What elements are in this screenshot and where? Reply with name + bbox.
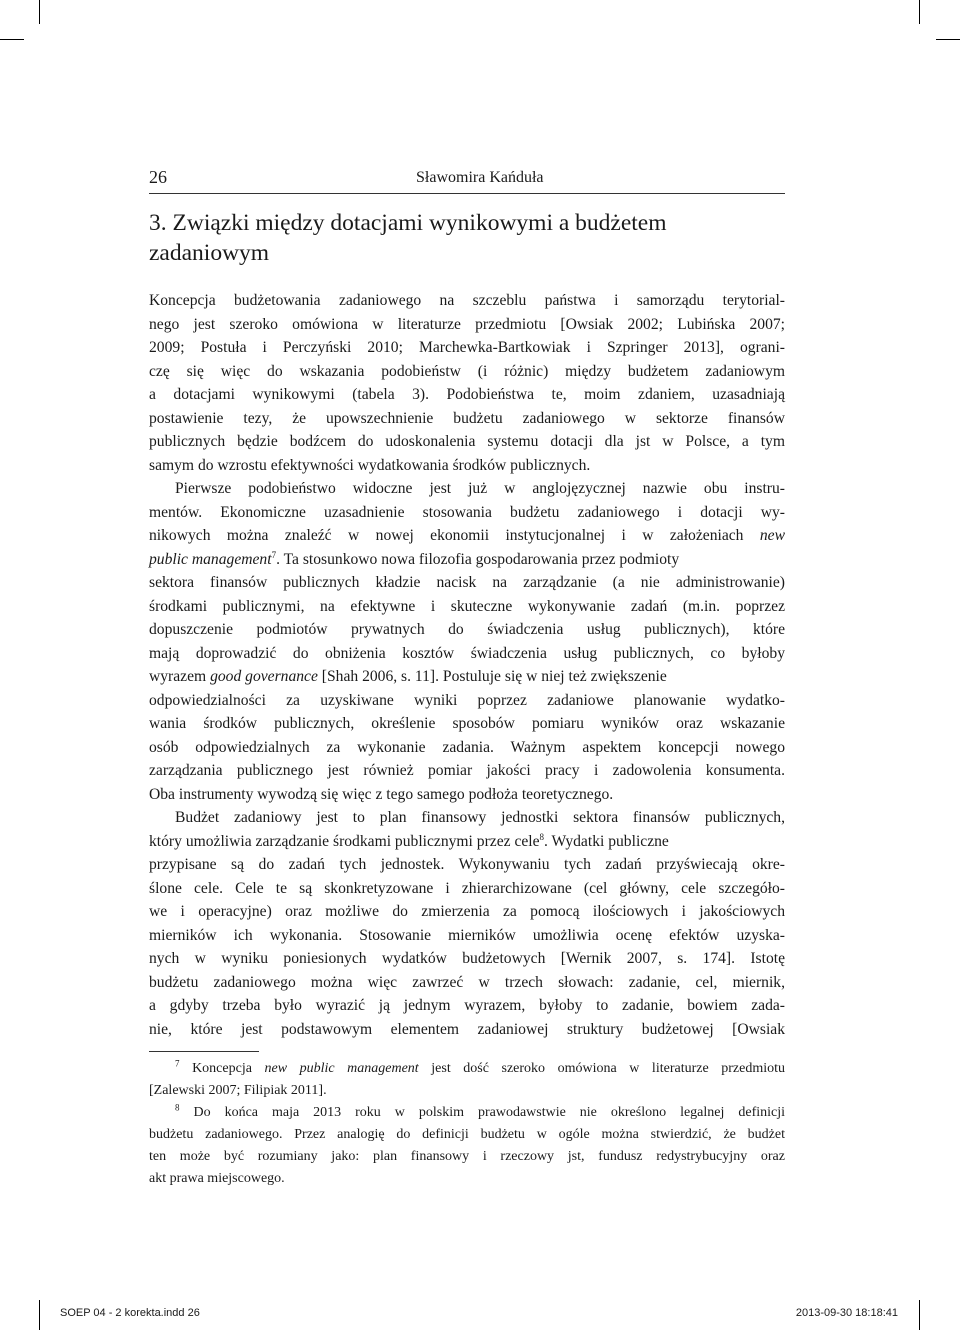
print-slug-timestamp: 2013-09-30 18:18:41	[795, 1307, 898, 1319]
footnote-separator	[149, 1051, 259, 1052]
crop-mark-top-left-h	[0, 39, 24, 40]
footnotes	[149, 1058, 785, 1190]
section-title-line-1: 3. Związki między dotacjami wynikowymi a budżetem	[149, 210, 667, 236]
body-line: osób odpowiedzialnych za wykonanie zadania. Ważnym aspektem koncepcji nowego	[149, 738, 785, 756]
body-line	[149, 830, 785, 854]
body-line: wania środków publicznych, określenie sposobów pomiaru wyników oraz wskazanie	[149, 715, 785, 732]
footnote-number: 7	[175, 1058, 180, 1069]
body-line: czę się więc do wskazania podobieństw (i różnic) między budżetem zadaniowym	[149, 362, 785, 380]
italic-term: new public management	[264, 1061, 419, 1076]
footnote-7	[149, 1058, 785, 1080]
body-line-text: [Shah 2006, s. 11]. Postuluje się w niej też zwiększenie	[317, 668, 667, 685]
crop-mark-bottom-left	[39, 1300, 40, 1330]
body-line: dopuszczenie podmiotów prywatnych do świadczenia usług publicznych), które	[149, 621, 785, 638]
body-line: Budżet zadaniowy jest to plan finansowy jednostki sektora finansów publicznych,	[175, 809, 785, 826]
page-number: 26	[149, 167, 167, 187]
running-head-author: Sławomira Kańduła	[416, 169, 544, 186]
body-line: nego jest szeroko omówiona w literaturze przedmiotu [Owsiak 2002; Lubińska 2007;	[149, 315, 785, 333]
body-line: nych w wyniku poniesionych wydatków budżetowych [Wernik 2007, s. 174]. Istotę	[149, 950, 785, 967]
footnote-8-line-2: budżetu zadaniowego. Przez analogię do definicji budżetu w ogóle można stwierdzić, że budżet	[149, 1127, 785, 1142]
italic-term: good governance	[210, 668, 318, 685]
crop-mark-top-right	[919, 0, 920, 24]
body-line-text: nikowych można znaleźć w nowej ekonomii instytucjonalnej i w założeniach	[149, 527, 744, 544]
body-line: sektora finansów publicznych kładzie nacisk na zarządzanie (a nie administrowanie)	[149, 574, 785, 591]
italic-term: new	[759, 527, 785, 544]
body-line: nie, które jest podstawowym elementem zadaniowej struktury budżetowej [Owsiak	[149, 1020, 785, 1038]
body-line: środkami publicznymi, na efektywne i skuteczne wykonywanie zadań (m.in. poprzez	[149, 597, 785, 615]
body-line: samym do wzrostu efektywności wydatkowania środków publicznych.	[149, 456, 591, 474]
body-line: a dotacjami wynikowymi (tabela 3). Podobieństwa te, moim zdaniem, uzasadniają	[149, 386, 785, 403]
footnote-8	[149, 1102, 785, 1124]
body-line: Oba instrumenty wywodzą się więc z tego samego podłoża teoretycznego.	[149, 785, 614, 803]
body-line: we i operacyjne) oraz możliwe do zmierzenia za pomocą ilościowych i jakościowych	[149, 903, 785, 920]
italic-term: public management	[149, 550, 272, 568]
crop-mark-top-left	[39, 0, 40, 24]
print-slug-file: SOEP 04 - 2 korekta.indd 26	[60, 1307, 200, 1319]
body-line: zarządzania publicznego jest również pomiar jakości pracy i zadowolenia konsumenta.	[149, 762, 785, 779]
running-header	[149, 167, 785, 189]
footnote-ref-7[interactable]: 7	[271, 549, 277, 560]
body-line: mierników ich wykonania. Stosowanie mierników umożliwia ocenę efektów uzyska-	[149, 926, 785, 944]
footnote-text: jest dość szeroko omówiona w literaturze przedmiotu	[431, 1061, 785, 1076]
body-line: mentów. Ekonomiczne uzasadnienie stosowania budżetu zadaniowego i dotacji wy-	[149, 503, 785, 521]
body-line	[149, 524, 785, 548]
body-line: postawienie tezy, że upowszechnienie budżetu zadaniowego w sektorze finansów	[149, 409, 785, 427]
body-line-text: . Wydatki publiczne	[544, 832, 669, 850]
body-line: Pierwsze podobieństwo widoczne jest już w anglojęzycznej nazwie obu instru-	[175, 480, 785, 497]
header-rule	[149, 193, 785, 194]
section-title-line-2: zadaniowym	[149, 240, 270, 266]
body-line: ślone cele. Cele te są skonkretyzowane i zhierarchizowane (cel główny, cele szczegóło-	[149, 879, 785, 897]
body-line-text: który umożliwia zarządzanie środkami publicznymi przez cele	[149, 832, 540, 850]
body-line	[149, 548, 785, 572]
section-title	[149, 208, 785, 268]
body-line: 2009; Postuła i Perczyński 2010; Marchewka-Bartkowiak i Szpringer 2013], ograni-	[149, 339, 785, 356]
crop-mark-top-right-h	[936, 39, 960, 40]
footnote-text: Do końca maja 2013 roku w polskim prawodawstwie nie określono legalnej definicji	[193, 1105, 785, 1120]
crop-mark-bottom-right	[919, 1300, 920, 1330]
body-line: a gdyby trzeba było wyrazić ją jednym wyrazem, byłoby to zadanie, bowiem zada-	[149, 997, 785, 1014]
body-line: budżetu zadaniowego można więc zawrzeć w trzech słowach: zadanie, cel, miernik,	[149, 973, 785, 991]
footnote-ref-8[interactable]: 8	[539, 831, 545, 842]
body-line: odpowiedzialności za uzyskiwane wyniki poprzez zadaniowe planowanie wydatko-	[149, 691, 785, 709]
body-line: mają doprowadzić do obniżenia kosztów świadczenia usług publicznych, co byłoby	[149, 644, 785, 662]
body-line: publicznych będzie bodźcem do udoskonalenia systemu dotacji dla jst w Polsce, a tym	[149, 433, 785, 450]
body-line: Koncepcja budżetowania zadaniowego na szczeblu państwa i samorządu terytorial-	[149, 292, 785, 309]
body-line-text: . Ta stosunkowo nowa filozofia gospodarowania przez podmioty	[276, 550, 680, 568]
footnote-number: 8	[175, 1102, 180, 1113]
footnote-7-line-2: [Zalewski 2007; Filipiak 2011].	[149, 1083, 327, 1098]
footnote-text: Koncepcja	[192, 1061, 252, 1076]
body-text	[149, 289, 785, 1041]
body-line-text: wyrazem	[149, 668, 207, 685]
body-line	[149, 665, 785, 689]
footnote-8-line-4: akt prawa miejscowego.	[149, 1171, 285, 1186]
footnote-8-line-3: ten może być rozumiany jako: plan finansowy i rzeczowy jst, fundusz redystrybucyjny oraz	[149, 1149, 785, 1164]
body-line: przypisane są do zadań tych jednostek. Wykonywaniu tych zadań przyświecają okre-	[149, 856, 785, 873]
